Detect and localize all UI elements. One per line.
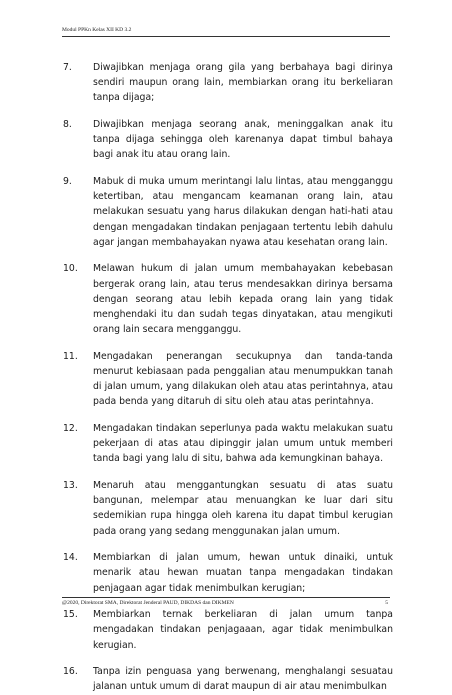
- list-item-text: Mengadakan tindakan seperlunya pada waktu melakukan suatu pekerjaan di atas atau dipinggir jalan umum untuk memberi tanda bagi yang lalu di situ, bahwa ada kemungkinan bahaya.: [93, 423, 393, 465]
- list-item-text: Diwajibkan menjaga orang gila yang berbahaya bagi dirinya sendiri maupun orang lain, membiarkan orang itu berkeliaran tanpa dijaga;: [93, 62, 393, 104]
- list-item-number: 13.: [63, 480, 78, 492]
- list-item: [63, 117, 393, 163]
- list-item: [63, 607, 393, 653]
- header-divider: [62, 36, 390, 37]
- footer-divider: [62, 597, 390, 598]
- list-item-text: Tanpa izin penguasa yang berwenang, menghalangi sesuatau jalanan untuk umum di darat maupun di air atau menimbulkan: [93, 666, 393, 693]
- list-item: [63, 421, 393, 467]
- list-item-number: 10.: [63, 263, 78, 275]
- list-item: [63, 261, 393, 337]
- list-item: [63, 349, 393, 410]
- list-item-number: 15.: [63, 609, 78, 621]
- list-item-text: Membiarkan di jalan umum, hewan untuk dinaiki, untuk menarik atau hewan muatan tanpa mengadakan tindakan penjagaan agar tidak menimbulkan kerugian;: [93, 552, 393, 594]
- list-item-text: Mengadakan penerangan secukupnya dan tanda-tanda menurut kebiasaan pada penggalian atau menumpukkan tanah di jalan umum, yang dilakukan oleh atau atas perintahnya, atau pada benda yang ditaruh di situ oleh atau atas perintahnya.: [93, 350, 393, 408]
- list-item-text: Membiarkan ternak berkeliaran di jalan umum tanpa mengadakan tindakan penjagaaan, agar tidak menimbulkan kerugian.: [93, 609, 393, 651]
- list-item-number: 9.: [63, 176, 72, 187]
- list-item-text: Diwajibkan menjaga seorang anak, meninggalkan anak itu tanpa dijaga sehingga oleh karenanya dapat timbul bahaya bagi anak itu atau orang lain.: [93, 119, 393, 161]
- list-item: [63, 664, 393, 694]
- running-header: Modul PPKn Kelas XII KD 3.2: [62, 27, 132, 33]
- list-item: [63, 174, 393, 250]
- list-item-text: Menaruh atau menggantungkan sesuatu di atas suatu bangunan, melempar atau menuangkan ke luar dari situ sedemikian rupa hingga oleh karena itu dapat timbul kerugian pada orang yang sedang menggunakan jalan umum.: [93, 480, 393, 537]
- list-item-number: 14.: [63, 552, 78, 564]
- list-item-number: 11.: [63, 350, 78, 362]
- list-item-number: 12.: [63, 423, 78, 435]
- list-item: [63, 478, 393, 539]
- list-item: [63, 60, 393, 106]
- list-item-number: 7.: [63, 62, 72, 73]
- page-number: 5: [385, 600, 388, 606]
- footer-copyright: @2020, Direktorat SMA, Direktorat Jenderal PAUD, DIKDAS dan DIKMEN: [62, 600, 234, 606]
- list-item: [63, 550, 393, 596]
- list-item-number: 8.: [63, 119, 72, 130]
- list-item-number: 16.: [63, 666, 78, 678]
- list-item-text: Mabuk di muka umum merintangi lalu lintas, atau mengganggu ketertiban, atau mengancam keamanan orang lain, atau melakukan sesuatu yang harus dilakukan dengan hati-hati atau dengan mengadakan tindakan penjagaan tertentu lebih dahulu agar jangan membahayakan nyawa atau kesehatan orang lain.: [93, 176, 393, 248]
- list-item-text: Melawan hukum di jalan umum membahayakan kebebasan bergerak orang lain, atau terus mendesakkan dirinya bersama dengan seorang atau lebih kepada orang lain yang tidak menghendaki itu dan sudah tegas dinyatakan, atau mengikuti orang lain secara mengganggu.: [93, 263, 393, 336]
